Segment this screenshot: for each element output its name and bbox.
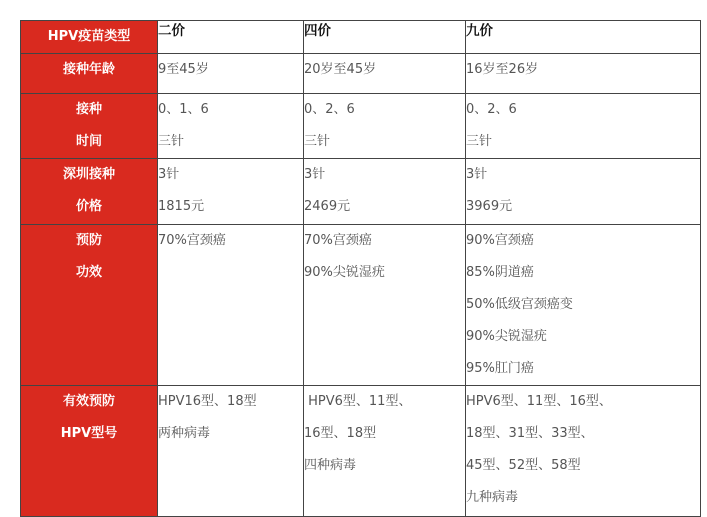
table-cell bbox=[304, 94, 466, 159]
row-header-label: 时间 bbox=[75, 134, 102, 149]
row-header-label: HPV疫苗类型 bbox=[47, 29, 131, 44]
row-header-label: 接种 bbox=[75, 102, 102, 117]
table-row-schedule bbox=[21, 94, 701, 159]
cell-line: 1815元 bbox=[158, 199, 205, 214]
table-cell bbox=[466, 54, 701, 94]
column-header-quadrivalent bbox=[304, 21, 466, 54]
cell-line: 3969元 bbox=[466, 199, 513, 214]
row-header-price bbox=[21, 159, 158, 225]
table-row-price bbox=[21, 159, 701, 225]
cell-line: 九种病毒 bbox=[466, 490, 519, 505]
cell-line: 两种病毒 bbox=[158, 426, 211, 441]
table-cell bbox=[466, 225, 701, 386]
cell-line: 95%肛门癌 bbox=[466, 361, 534, 376]
column-header-label: 九价 bbox=[466, 23, 493, 39]
table-cell bbox=[466, 159, 701, 225]
row-header-label: HPV型号 bbox=[60, 426, 118, 441]
table-cell bbox=[304, 386, 466, 517]
cell-line: 90%尖锐湿疣 bbox=[466, 329, 547, 344]
cell-line: 0、2、6 bbox=[466, 102, 517, 117]
row-header-label: 有效预防 bbox=[62, 394, 115, 409]
table-row-age bbox=[21, 54, 701, 94]
row-header-hpv-types bbox=[21, 386, 158, 517]
row-header-label: 接种年龄 bbox=[62, 62, 115, 77]
row-header-label: 价格 bbox=[75, 199, 102, 214]
table-cell bbox=[304, 225, 466, 386]
column-header-label: 二价 bbox=[158, 23, 185, 39]
row-header-label: 预防 bbox=[75, 233, 102, 248]
cell-line: 90%尖锐湿疣 bbox=[304, 265, 385, 280]
table-cell bbox=[158, 54, 304, 94]
cell-line: 三针 bbox=[158, 134, 185, 149]
cell-line: 0、2、6 bbox=[304, 102, 355, 117]
cell-line: HPV6型、11型、16型、 bbox=[466, 394, 612, 409]
cell-line: 四种病毒 bbox=[304, 458, 357, 473]
cell-line: 85%阴道癌 bbox=[466, 265, 534, 280]
cell-line: 90%宫颈癌 bbox=[466, 233, 534, 248]
cell-line: 3针 bbox=[466, 167, 488, 182]
row-header-vaccine-type bbox=[21, 21, 158, 54]
cell-line: 三针 bbox=[304, 134, 331, 149]
cell-line: 三针 bbox=[466, 134, 493, 149]
cell-line: HPV16型、18型 bbox=[158, 394, 257, 409]
table-cell bbox=[304, 159, 466, 225]
header-row bbox=[21, 21, 701, 54]
cell-line: HPV6型、11型、 bbox=[304, 394, 412, 409]
column-header-label: 四价 bbox=[304, 23, 331, 39]
table-cell bbox=[158, 159, 304, 225]
cell-line: 70%宫颈癌 bbox=[158, 233, 226, 248]
column-header-bivalent bbox=[158, 21, 304, 54]
row-header-label: 功效 bbox=[75, 265, 102, 280]
cell-line: 9至45岁 bbox=[158, 62, 209, 77]
cell-line: 18型、31型、33型、 bbox=[466, 426, 594, 441]
cell-line: 20岁至45岁 bbox=[304, 62, 377, 77]
cell-line: 16型、18型 bbox=[304, 426, 377, 441]
table-cell bbox=[158, 225, 304, 386]
column-header-nonavalent bbox=[466, 21, 701, 54]
cell-line: 50%低级宫颈癌变 bbox=[466, 297, 573, 312]
table-cell bbox=[158, 94, 304, 159]
table-cell bbox=[466, 94, 701, 159]
table-row-hpv-types bbox=[21, 386, 701, 517]
table-cell bbox=[466, 386, 701, 517]
row-header-label: 深圳接种 bbox=[62, 167, 115, 182]
cell-line: 70%宫颈癌 bbox=[304, 233, 372, 248]
hpv-vaccine-table bbox=[20, 20, 701, 517]
cell-line: 2469元 bbox=[304, 199, 351, 214]
row-header-age bbox=[21, 54, 158, 94]
cell-line: 0、1、6 bbox=[158, 102, 209, 117]
cell-line: 3针 bbox=[304, 167, 326, 182]
table-cell bbox=[304, 54, 466, 94]
cell-line: 16岁至26岁 bbox=[466, 62, 539, 77]
table-cell bbox=[158, 386, 304, 517]
cell-line: 45型、52型、58型 bbox=[466, 458, 581, 473]
table-row-efficacy bbox=[21, 225, 701, 386]
row-header-efficacy bbox=[21, 225, 158, 386]
row-header-schedule bbox=[21, 94, 158, 159]
cell-line: 3针 bbox=[158, 167, 180, 182]
